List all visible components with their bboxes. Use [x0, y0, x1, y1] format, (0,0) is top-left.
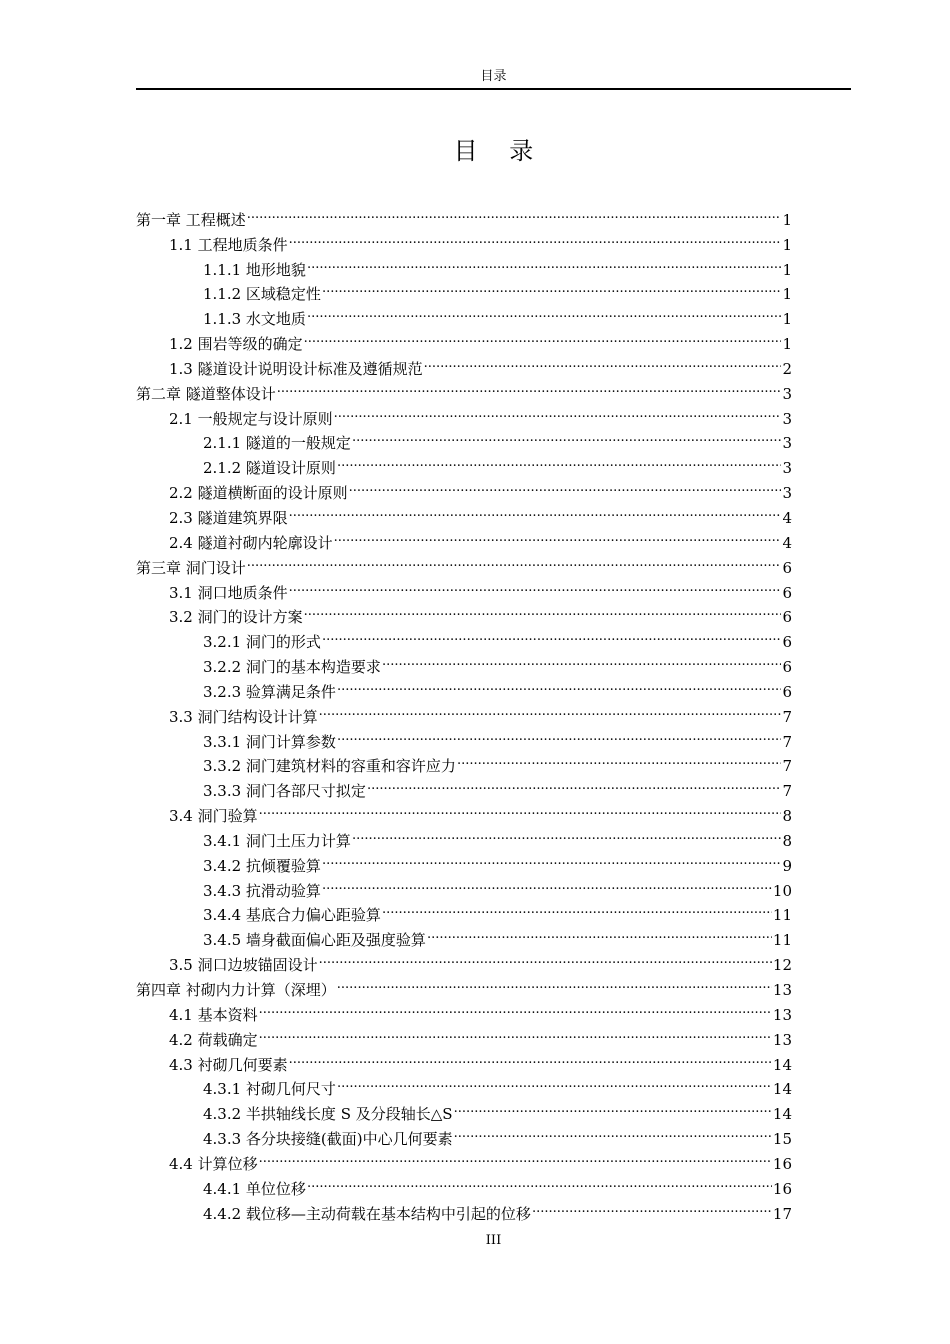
- toc-entry-page: 9: [782, 856, 792, 875]
- toc-entry-page: 1: [782, 210, 792, 229]
- toc-entry-page: 1: [782, 260, 792, 279]
- running-header: 目录: [480, 69, 507, 84]
- toc-entry-title: 3.2.1 洞门的形式: [203, 633, 321, 652]
- toc-dot-leader: [337, 1070, 772, 1095]
- toc-entry-page: 13: [772, 1030, 792, 1049]
- toc-entry-page: 8: [782, 831, 792, 850]
- toc-entry-level-1[interactable]: [136, 200, 792, 229]
- toc-dot-leader: [289, 498, 782, 523]
- toc-entry-title: 第二章 隧道整体设计: [136, 384, 276, 403]
- toc-entry-title: 2.1.2 隧道设计原则: [203, 459, 336, 478]
- page-title: 目 录: [453, 137, 546, 165]
- toc-entry-page: 1: [782, 235, 792, 254]
- toc-dot-leader: [319, 697, 782, 722]
- toc-dot-leader: [289, 225, 782, 250]
- toc-entry-title: 2.2 隧道横断面的设计原则: [169, 484, 348, 503]
- toc-entry-title: 4.4.2 载位移—主动荷载在基本结构中引起的位移: [203, 1204, 531, 1223]
- toc-entry-page: 13: [772, 981, 792, 999]
- toc-entry-title: 4.2 荷载确定: [169, 1030, 258, 1049]
- toc-entry-title: 3.3 洞门结构设计计算: [169, 707, 318, 726]
- toc-entry-page: 7: [782, 732, 792, 751]
- toc-entry-page: 16: [772, 1154, 792, 1173]
- header-rule: [136, 88, 851, 90]
- toc-dot-leader: [289, 1045, 772, 1070]
- toc-dot-leader: [367, 771, 782, 796]
- toc-dot-leader: [304, 324, 782, 349]
- toc-dot-leader: [352, 821, 782, 846]
- toc-entry-title: 3.3.2 洞门建筑材料的容重和容许应力: [203, 757, 456, 776]
- toc-dot-leader: [337, 970, 772, 995]
- toc-dot-leader: [337, 448, 782, 473]
- toc-dot-leader: [382, 896, 772, 921]
- toc-entry-page: 11: [772, 931, 792, 950]
- toc-entry-title: 3.4.1 洞门土压力计算: [203, 831, 351, 850]
- toc-dot-leader: [382, 647, 782, 672]
- toc-dot-leader: [259, 1144, 772, 1169]
- toc-entry-title: 3.4.5 墙身截面偏心距及强度验算: [203, 931, 426, 950]
- toc-entry-title: 2.3 隧道建筑界限: [169, 508, 288, 527]
- toc-dot-leader: [307, 250, 782, 275]
- toc-entry-page: 10: [772, 881, 792, 900]
- toc-dot-leader: [334, 523, 782, 548]
- toc-entry-page: 3: [782, 409, 792, 428]
- toc-entry-page: 6: [782, 558, 792, 577]
- toc-dot-leader: [454, 1094, 772, 1119]
- page-number: III: [485, 1233, 502, 1248]
- toc-entry-title: 3.2 洞门的设计方案: [169, 608, 303, 627]
- toc-dot-leader: [304, 598, 782, 623]
- toc-entry-page: 6: [782, 608, 792, 627]
- toc-entry-page: 12: [772, 956, 792, 975]
- toc-entry-page: 8: [782, 807, 792, 826]
- toc-entry-title: 1.3 隧道设计说明设计标准及遵循规范: [169, 359, 423, 378]
- toc-entry-page: 17: [772, 1204, 792, 1223]
- toc-entry-title: 4.4 计算位移: [169, 1154, 258, 1173]
- toc-entry-page: 4: [782, 508, 792, 527]
- toc-entry-title: 3.3.1 洞门计算参数: [203, 732, 336, 751]
- toc-entry-title: 3.2.3 验算满足条件: [203, 682, 336, 701]
- toc-dot-leader: [427, 920, 772, 945]
- toc-entry-title: 3.4.3 抗滑动验算: [203, 881, 321, 900]
- toc-entry-title: 4.3.3 各分块接缝(截面)中心几何要素: [203, 1130, 453, 1149]
- toc-entry-title: 3.4.2 抗倾覆验算: [203, 856, 321, 875]
- toc-entry-page: 14: [772, 1055, 792, 1074]
- toc-dot-leader: [337, 672, 782, 697]
- toc-entry-title: 3.1 洞口地质条件: [169, 583, 288, 602]
- toc-entry-page: 6: [782, 658, 792, 677]
- toc-entry-title: 3.2.2 洞门的基本构造要求: [203, 658, 381, 677]
- toc-entry-title: 1.1.3 水文地质: [203, 310, 306, 329]
- toc-dot-leader: [457, 747, 782, 772]
- toc-entry-title: 2.1 一般规定与设计原则: [169, 409, 333, 428]
- toc-entry-page: 7: [782, 707, 792, 726]
- toc-entry-title: 4.4.1 单位位移: [203, 1179, 306, 1198]
- toc-entry-page: 1: [782, 310, 792, 329]
- toc-dot-leader: [259, 995, 772, 1020]
- toc-entry-page: 3: [782, 459, 792, 478]
- toc-entry-page: 6: [782, 583, 792, 602]
- toc-dot-leader: [322, 275, 782, 300]
- toc-entry-title: 4.1 基本资料: [169, 1005, 258, 1024]
- toc-entry-page: 7: [782, 782, 792, 801]
- toc-dot-leader: [334, 399, 782, 424]
- toc-entry-page: 4: [782, 533, 792, 552]
- toc-dot-leader: [337, 722, 782, 747]
- toc-entry-page: 14: [772, 1105, 792, 1124]
- toc-entry-title: 3.4.4 基底合力偏心距验算: [203, 906, 381, 925]
- toc-entry-title: 2.1.1 隧道的一般规定: [203, 434, 351, 453]
- toc-entry-title: 1.1.2 区域稳定性: [203, 285, 321, 304]
- toc-dot-leader: [424, 349, 782, 374]
- toc-entry-page: 13: [772, 1005, 792, 1024]
- toc-entry-title: 4.3.1 衬砌几何尺寸: [203, 1080, 336, 1099]
- toc-dot-leader: [307, 1169, 772, 1194]
- toc-entry-page: 3: [782, 384, 792, 403]
- toc-entry-title: 3.3.3 洞门各部尺寸拟定: [203, 782, 366, 801]
- toc-entry-page: 16: [772, 1179, 792, 1198]
- toc-entry-title: 4.3.2 半拱轴线长度 S 及分段轴长△S: [203, 1105, 453, 1124]
- toc-entry-page: 3: [782, 484, 792, 503]
- toc-entry-page: 7: [782, 757, 792, 776]
- toc-dot-leader: [247, 200, 782, 225]
- toc-dot-leader: [322, 846, 782, 871]
- toc-entry-page: 6: [782, 682, 792, 701]
- toc-entry-page: 3: [782, 434, 792, 453]
- toc-dot-leader: [307, 299, 782, 324]
- toc-entry-page: 15: [772, 1130, 792, 1149]
- toc-entry-title: 1.2 围岩等级的确定: [169, 335, 303, 354]
- toc-dot-leader: [259, 796, 782, 821]
- toc-entry-title: 1.1 工程地质条件: [169, 235, 288, 254]
- toc-dot-leader: [277, 374, 782, 399]
- toc-dot-leader: [247, 548, 782, 573]
- toc-entry-page: 6: [782, 633, 792, 652]
- toc-entry-title: 4.3 衬砌几何要素: [169, 1055, 288, 1074]
- toc-dot-leader: [289, 573, 782, 598]
- toc-dot-leader: [319, 945, 772, 970]
- toc-entry-title: 3.4 洞门验算: [169, 807, 258, 826]
- table-of-contents: [136, 200, 792, 1223]
- toc-entry-title: 1.1.1 地形地貌: [203, 260, 306, 279]
- toc-dot-leader: [259, 1020, 772, 1045]
- toc-dot-leader: [352, 424, 782, 449]
- toc-entry-title: 3.5 洞口边坡锚固设计: [169, 956, 318, 975]
- toc-entry-page: 1: [782, 285, 792, 304]
- toc-dot-leader: [322, 871, 772, 896]
- toc-entry-title: 第四章 衬砌内力计算（深埋）: [136, 981, 336, 999]
- toc-entry-page: 11: [772, 906, 792, 925]
- toc-entry-page: 1: [782, 335, 792, 354]
- toc-entry-title: 2.4 隧道衬砌内轮廓设计: [169, 533, 333, 552]
- toc-entry-page: 2: [782, 359, 792, 378]
- toc-entry-title: 第一章 工程概述: [136, 210, 246, 229]
- toc-entry-page: 14: [772, 1080, 792, 1099]
- toc-dot-leader: [454, 1119, 772, 1144]
- toc-dot-leader: [532, 1194, 772, 1219]
- toc-entry-title: 第三章 洞门设计: [136, 558, 246, 577]
- toc-dot-leader: [349, 473, 782, 498]
- toc-dot-leader: [322, 622, 782, 647]
